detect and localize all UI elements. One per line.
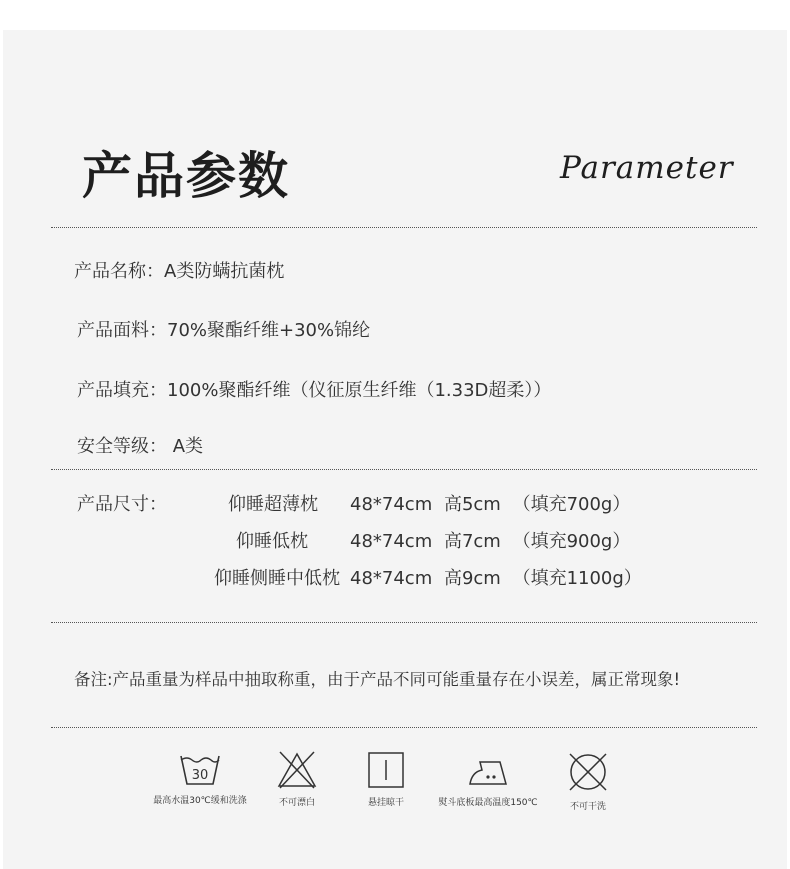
size-label: 产品尺寸： — [77, 494, 167, 515]
size-spec: 48*74cm 高7cm （填充900g） — [350, 531, 631, 552]
page-title: 产品参数 — [82, 147, 290, 205]
spec-safety-grade: 安全等级： A类 — [77, 436, 204, 457]
divider — [51, 227, 757, 228]
care-label: 悬挂晾干 — [367, 798, 404, 808]
care-item-dry — [346, 750, 426, 808]
size-spec: 48*74cm 高5cm （填充700g） — [350, 494, 631, 515]
size-spec: 48*74cm 高9cm （填充1100g） — [350, 568, 642, 589]
iron-low-icon — [466, 750, 510, 790]
care-item-bleach — [257, 750, 337, 808]
spec-fabric: 产品面料：70%聚酯纤维+30%锦纶 — [77, 320, 371, 341]
divider — [51, 727, 757, 728]
care-label: 最高水温30℃缓和洗涤 — [153, 796, 247, 806]
page-title-english: Parameter — [560, 150, 734, 186]
care-item-dryclean — [548, 750, 628, 812]
note-text: 备注:产品重量为样品中抽取称重，由于产品不同可能重量存在小误差，属正常现象! — [74, 670, 681, 689]
care-item-iron — [432, 750, 544, 808]
size-name: 仰睡侧睡中低枕 — [214, 568, 340, 589]
no-bleach-icon — [276, 750, 318, 790]
no-dry-clean-icon — [566, 750, 610, 794]
care-label: 不可漂白 — [278, 798, 315, 808]
spec-filling: 产品填充：100%聚酯纤维（仪征原生纤维（1.33D超柔）） — [77, 380, 552, 401]
divider — [51, 469, 757, 470]
wash-30-icon — [178, 750, 222, 788]
size-name: 仰睡超薄枕 — [228, 494, 318, 515]
care-item-wash — [150, 750, 250, 806]
wash-temp-label: 30 — [191, 768, 209, 783]
size-name: 仰睡低枕 — [236, 531, 308, 552]
care-label: 熨斗底板最高温度150℃ — [438, 798, 538, 808]
spec-product-name: 产品名称：A类防螨抗菌枕 — [74, 261, 285, 282]
divider — [51, 622, 757, 623]
care-label: 不可干洗 — [569, 802, 606, 812]
hang-dry-icon — [366, 750, 406, 790]
